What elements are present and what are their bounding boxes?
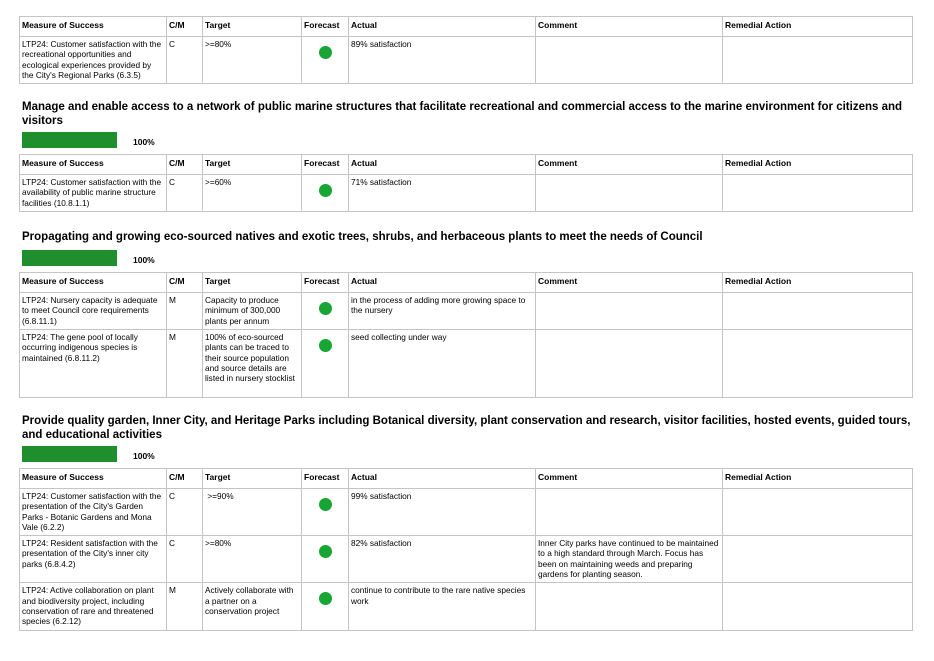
- table-row: [20, 489, 913, 536]
- forecast-cell: [302, 330, 349, 398]
- header-measure: Measure of Success: [20, 469, 167, 489]
- remedial-cell: [723, 583, 913, 630]
- actual-cell: 99% satisfaction: [349, 489, 536, 536]
- cm-cell: C: [167, 489, 203, 536]
- comment-cell: [536, 37, 723, 84]
- measures-table-garden-parks: [19, 468, 913, 631]
- progress-label: 100%: [133, 137, 155, 147]
- comment-cell: [536, 583, 723, 630]
- forecast-status-icon: [319, 302, 332, 315]
- forecast-cell: [302, 37, 349, 84]
- actual-cell: 89% satisfaction: [349, 37, 536, 84]
- table-row: [20, 37, 913, 84]
- forecast-status-icon: [319, 592, 332, 605]
- progress-bar: [22, 250, 117, 266]
- measure-cell: LTP24: Nursery capacity is adequate to meet Council core requirements (6.8.11.1): [20, 293, 167, 330]
- table-row: [20, 175, 913, 212]
- header-forecast: Forecast: [302, 469, 349, 489]
- actual-cell: 71% satisfaction: [349, 175, 536, 212]
- measure-cell: LTP24: The gene pool of locally occurring indigenous species is maintained (6.8.11.2): [20, 330, 167, 398]
- cm-cell: M: [167, 583, 203, 630]
- forecast-cell: [302, 293, 349, 330]
- section-heading-nursery: Propagating and growing eco-sourced natives and exotic trees, shrubs, and herbaceous plants to meet the needs of Council: [22, 231, 703, 243]
- actual-cell: continue to contribute to the rare native species work: [349, 583, 536, 630]
- measure-cell: LTP24: Customer satisfaction with the presentation of the City's Garden Parks - Botanic Gardens and Mona Vale (6.2.2): [20, 489, 167, 536]
- measure-cell: LTP24: Customer satisfaction with the recreational opportunities and ecological experiences provided by the City's Regional Parks (6.3.5): [20, 37, 167, 84]
- table-header-row: [20, 17, 913, 37]
- remedial-cell: [723, 293, 913, 330]
- header-remedial: Remedial Action: [723, 17, 913, 37]
- remedial-cell: [723, 330, 913, 398]
- target-cell: >=60%: [203, 175, 302, 212]
- header-target: Target: [203, 273, 302, 293]
- header-target: Target: [203, 155, 302, 175]
- header-cm: C/M: [167, 17, 203, 37]
- section-heading-garden-parks: Provide quality garden, Inner City, and Heritage Parks including Botanical diversity, plant conservation and research, visitor facilities, hosted events, guided tours, and educational activities: [22, 415, 911, 441]
- table-row: [20, 330, 913, 398]
- measures-table-regional-parks: [19, 16, 913, 84]
- header-cm: C/M: [167, 155, 203, 175]
- measure-cell: LTP24: Active collaboration on plant and biodiversity project, including conservation of rare and threatened species (6.2.12): [20, 583, 167, 630]
- table-header-row: [20, 469, 913, 489]
- header-actual: Actual: [349, 273, 536, 293]
- header-comment: Comment: [536, 155, 723, 175]
- header-measure: Measure of Success: [20, 17, 167, 37]
- header-remedial: Remedial Action: [723, 155, 913, 175]
- table-row: [20, 293, 913, 330]
- cm-cell: M: [167, 293, 203, 330]
- header-measure: Measure of Success: [20, 273, 167, 293]
- comment-cell: [536, 330, 723, 398]
- header-actual: Actual: [349, 155, 536, 175]
- header-actual: Actual: [349, 17, 536, 37]
- measures-table-nursery: [19, 272, 913, 398]
- header-forecast: Forecast: [302, 17, 349, 37]
- table-header-row: [20, 273, 913, 293]
- remedial-cell: [723, 536, 913, 583]
- comment-cell: [536, 293, 723, 330]
- progress-bar: [22, 446, 117, 462]
- cm-cell: M: [167, 330, 203, 398]
- remedial-cell: [723, 175, 913, 212]
- header-cm: C/M: [167, 273, 203, 293]
- actual-cell: 82% satisfaction: [349, 536, 536, 583]
- table-row: [20, 536, 913, 583]
- forecast-cell: [302, 489, 349, 536]
- header-comment: Comment: [536, 469, 723, 489]
- header-forecast: Forecast: [302, 155, 349, 175]
- header-comment: Comment: [536, 273, 723, 293]
- header-cm: C/M: [167, 469, 203, 489]
- comment-cell: [536, 175, 723, 212]
- forecast-status-icon: [319, 339, 332, 352]
- measure-cell: LTP24: Resident satisfaction with the presentation of the City's inner city parks (6.8.4.2): [20, 536, 167, 583]
- table-header-row: [20, 155, 913, 175]
- cm-cell: C: [167, 175, 203, 212]
- remedial-cell: [723, 37, 913, 84]
- header-forecast: Forecast: [302, 273, 349, 293]
- header-comment: Comment: [536, 17, 723, 37]
- forecast-status-icon: [319, 545, 332, 558]
- section-heading-marine: Manage and enable access to a network of public marine structures that facilitate recreational and commercial access to the marine environment for citizens and visitors: [22, 101, 903, 127]
- forecast-cell: [302, 536, 349, 583]
- forecast-cell: [302, 175, 349, 212]
- forecast-status-icon: [319, 46, 332, 59]
- header-measure: Measure of Success: [20, 155, 167, 175]
- forecast-status-icon: [319, 184, 332, 197]
- progress-label: 100%: [133, 255, 155, 265]
- target-cell: >=90%: [203, 489, 302, 536]
- header-actual: Actual: [349, 469, 536, 489]
- comment-cell: Inner City parks have continued to be maintained to a high standard through March. Focus has been on maintaining weeds and preparing gardens for planting season.: [536, 536, 723, 583]
- comment-cell: [536, 489, 723, 536]
- forecast-cell: [302, 583, 349, 630]
- target-cell: >=80%: [203, 37, 302, 84]
- table-row: [20, 583, 913, 630]
- header-remedial: Remedial Action: [723, 273, 913, 293]
- target-cell: >=80%: [203, 536, 302, 583]
- target-cell: Actively collaborate with a partner on a conservation project: [203, 583, 302, 630]
- measures-table-marine: [19, 154, 913, 212]
- forecast-status-icon: [319, 498, 332, 511]
- header-target: Target: [203, 469, 302, 489]
- measure-cell: LTP24: Customer satisfaction with the availability of public marine structure facilities (10.8.1.1): [20, 175, 167, 212]
- cm-cell: C: [167, 536, 203, 583]
- progress-bar: [22, 132, 117, 148]
- actual-cell: seed collecting under way: [349, 330, 536, 398]
- header-target: Target: [203, 17, 302, 37]
- header-remedial: Remedial Action: [723, 469, 913, 489]
- target-cell: 100% of eco-sourced plants can be traced to their source population and source details are listed in nursery stocklist: [203, 330, 302, 398]
- progress-label: 100%: [133, 451, 155, 461]
- actual-cell: in the process of adding more growing space to the nursery: [349, 293, 536, 330]
- target-cell: Capacity to produce minimum of 300,000 plants per annum: [203, 293, 302, 330]
- cm-cell: C: [167, 37, 203, 84]
- remedial-cell: [723, 489, 913, 536]
